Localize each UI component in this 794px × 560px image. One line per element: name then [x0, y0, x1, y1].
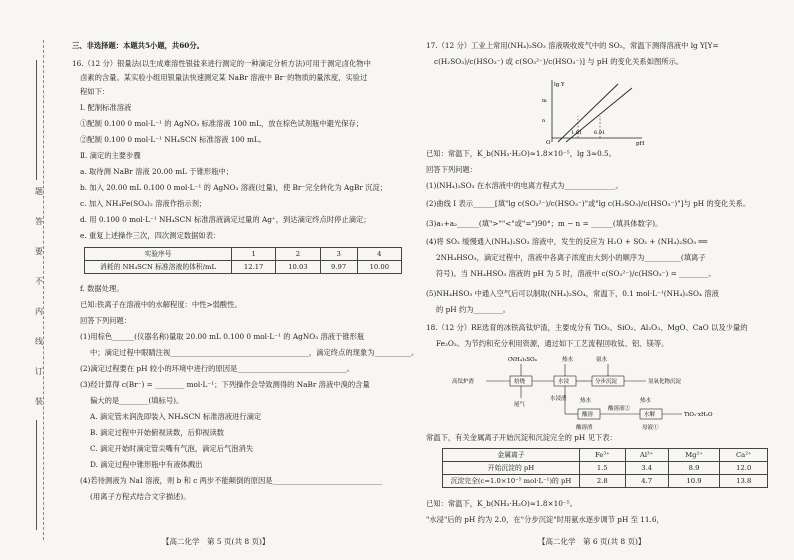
- table-row: [443, 449, 768, 462]
- metal-ion-table: [442, 448, 768, 488]
- table-cell: 1.5: [580, 462, 626, 475]
- q17-text: 已知：常温下，K_b(NH₃·H₂O)≈1.8×10⁻⁵，lg 3≈0.5。: [426, 149, 616, 158]
- table-cell: 消耗的 NH₄SCN 标准溶液的体积/mL: [85, 261, 232, 274]
- q16-heading: Ⅰ. 配制标准溶液: [80, 103, 132, 112]
- q16-step: e. 重复上述操作三次，四次测定数据如表：: [80, 231, 221, 240]
- q16-step: c. 加入 NH₄Fe(SO₄)₂ 溶液作指示剂；: [80, 199, 207, 208]
- table-intro: 常温下，有关金属离子开始沉淀和沉淀完全的 pH 见下表：: [426, 433, 617, 442]
- lgY-pH-graph: [538, 76, 648, 146]
- margin-char: 不: [35, 277, 43, 286]
- table-cell: 13.8: [720, 475, 768, 488]
- table-cell: 10.00: [357, 261, 401, 274]
- table-cell: 开始沉淀的 pH: [443, 462, 580, 475]
- table-cell: 12.0: [720, 462, 768, 475]
- flow-start: 高钛炉渣: [452, 379, 475, 385]
- page-6: [420, 0, 790, 560]
- q18-text: Fe₂O₃。为节约和充分利用资源，通过如下工艺流程回收钛、铝、镁等。: [436, 339, 669, 348]
- q16-text: 卤素的含量。某实验小组用银量法快速测定某 NaBr 溶液中 Br⁻的物质的量浓度，实验过: [80, 73, 368, 82]
- flow-output: 尾气: [514, 402, 526, 408]
- curve-1: [558, 84, 618, 142]
- page-5: [62, 0, 419, 560]
- table-cell: 沉淀完全(c=1.0×10⁻⁵ mol·L⁻¹)的 pH: [443, 475, 580, 488]
- flow-input: 热水: [580, 398, 592, 404]
- table-cell: 10.03: [276, 261, 320, 274]
- table-cell: 实验序号: [85, 248, 232, 261]
- option-b: B. 滴定过程中开始俯视读数，后仰视读数: [90, 428, 225, 437]
- margin-char: 线: [35, 337, 43, 346]
- q16-step: d. 用 0.100 0 mol·L⁻¹ NH₄SCN 标准溶液滴定过量的 Ag⁺，到达滴定终点时停止滴定；: [80, 215, 371, 224]
- q16-step: a. 取待测 NaBr 溶液 20.00 mL 于锥形瓶中；: [80, 167, 234, 176]
- q16-text: 回答下列问题：: [80, 316, 132, 325]
- table-cell: 3.4: [625, 462, 668, 475]
- table-cell: 2.8: [580, 475, 626, 488]
- q18-text: 已知：常温下，K_b(NH₃·H₂O)≈1.8×10⁻⁵。: [426, 499, 577, 508]
- q17-question: (2)曲线 Ⅰ 表示______[填"lg c(SO₃²⁻)/c(HSO₃⁻)"或"lg c(H₂SO₃)/c(HSO₃⁻)"]与 pH 的变化关系。: [426, 199, 751, 208]
- q16-question: (3)经计算得 c(Br⁻) = ________ mol·L⁻¹；下列操作会导致测得的 NaBr 溶液中溴的含量: [80, 380, 370, 389]
- mark-label: n: [542, 118, 546, 124]
- table-row: [85, 248, 402, 261]
- margin-char: 装: [35, 397, 43, 406]
- q17-text: c(H₂SO₃)/c(HSO₃⁻) 或 c(SO₃²⁻)/c(HSO₃⁻)] 与 pH 的变化关系如图所示。: [434, 57, 684, 66]
- q16-text: 程如下：: [80, 87, 110, 96]
- flow-input: (NH₄)₂SO₄: [508, 357, 537, 363]
- section-title: 三、非选择题：本题共5小题，共60分。: [72, 41, 204, 50]
- x-label: pH: [636, 141, 645, 146]
- margin-rule-bottom: [36, 420, 37, 530]
- flow-input: 热水: [640, 398, 652, 404]
- q16-text: ②配制 0.100 0 mol·L⁻¹ NH₄SCN 标准溶液 100 mL。: [80, 135, 267, 144]
- flow-step: 焙烧: [514, 379, 526, 385]
- flow-step: 分步沉淀: [595, 379, 618, 385]
- table-row: [85, 261, 402, 274]
- q16-question: 偏大的是________(填标号)。: [90, 396, 184, 405]
- q16-question: (2)滴定过程要在 pH 较小的环境中进行的原因是______________________________。: [80, 364, 355, 373]
- q16-step: b. 加入 20.00 mL 0.100 0 mol·L⁻¹ 的 AgNO₃ 溶液(过量)，使 Br⁻完全转化为 AgBr 沉淀；: [80, 183, 388, 192]
- flow-output: TiO₂·xH₂O: [684, 412, 713, 418]
- q17-question: (3)a₁+a₂______(填">""<"或"=")90°；m − n = ______(填具体数字)。: [426, 219, 663, 228]
- margin-char: 答: [35, 217, 43, 226]
- flow-output: 酸溶液②: [608, 406, 631, 412]
- q16-heading: Ⅱ. 滴定的主要步骤: [80, 151, 141, 160]
- table-cell: 4.7: [625, 475, 668, 488]
- q17-text: 回答下列问题：: [426, 165, 478, 174]
- flow-step: 水解: [644, 412, 656, 418]
- q16-question: (4)若待测液为 NaI 溶液，则 b 和 c 两步不能颠倒的原因是______________________________: [80, 476, 383, 485]
- process-flow: [450, 352, 770, 432]
- table-cell: Mg²⁺: [668, 449, 720, 462]
- page-footer: 【高二化学 第 5 页(共 8 页)】: [162, 537, 270, 546]
- q16-text: 已知:铁离子在溶液中的水解程度：中性>弱酸性。: [80, 300, 242, 309]
- table-cell: 8.9: [668, 462, 720, 475]
- q16-question: 中；滴定过程中眼睛注视______________________________________，滴定终点的现象为__________。: [90, 348, 419, 357]
- q16-question: (用离子方程式结合文字描述)。: [90, 492, 191, 501]
- flow-output: 水浸渣: [550, 396, 567, 402]
- option-a: A. 滴定管未润洗即装入 NH₄SCN 标准溶液进行滴定: [90, 412, 262, 421]
- table-cell: Ca²⁺: [720, 449, 768, 462]
- q16-text: 16.（12 分）银量法(以生成难溶性银盐来进行测定的一种滴定分析方法)可用于测定卤化物中: [72, 59, 371, 68]
- q16-step: f. 数据处理。: [80, 284, 124, 293]
- q18-text: 18.（12 分）RE选育的冰铁高钛炉渣，主要成分有 TiO₂、SiO₂、Al₂O₃、MgO、CaO 以及少量的: [426, 323, 748, 332]
- table-row: [443, 462, 768, 475]
- tick-label: 6.91: [594, 130, 606, 136]
- q17-question: (4)将 SO₂ 缓慢通入(NH₄)₂SO₃ 溶液中，发生的反应为 H₂O + SO₂ + (NH₄)₂SO₃ ══: [426, 237, 708, 246]
- margin-char: 内: [35, 307, 43, 316]
- flow-step: 水浸: [558, 379, 570, 385]
- binding-margin: [0, 0, 58, 560]
- y-label: lg Y: [554, 82, 565, 88]
- table-cell: Fe³⁺: [580, 449, 626, 462]
- q18-text: "水浸"后的 pH 约为 2.0，在"分步沉淀"时用氨水逐步调节 pH 至 11.6，: [426, 515, 664, 524]
- table-cell: 9.97: [320, 261, 357, 274]
- table-cell: 2: [276, 248, 320, 261]
- table-row: [443, 475, 768, 488]
- page-footer: 【高二化学 第 6 页(共 8 页)】: [538, 537, 646, 546]
- margin-rule-top: [36, 60, 37, 180]
- flow-output: 酸溶渣: [576, 425, 593, 431]
- table-cell: 金属离子: [443, 449, 580, 462]
- q16-text: ①配制 0.100 0 mol·L⁻¹ 的 AgNO₃ 标准溶液 100 mL，放在棕色试剂瓶中避光保存；: [80, 119, 364, 128]
- q17-question: (1)(NH₄)₂SO₃ 在水溶液中的电离方程式为______________。: [426, 181, 623, 190]
- table-cell: 4: [357, 248, 401, 261]
- flow-input: 热水: [562, 357, 574, 363]
- table-cell: 3: [320, 248, 357, 261]
- flow-input: 氨水: [596, 357, 608, 363]
- table-cell: Al³⁺: [625, 449, 668, 462]
- table-cell: 1: [232, 248, 276, 261]
- margin-char: 订: [35, 367, 43, 376]
- origin-label: O: [546, 140, 551, 146]
- flow-step: 酸溶: [582, 412, 594, 418]
- option-d: D. 滴定过程中锥形瓶中有液体溅出: [90, 460, 203, 469]
- tick-label: 1.81: [571, 130, 583, 136]
- q16-question: (1)用棕色______(仪器名称)量取 20.00 mL 0.100 0 mol·L⁻¹ 的 AgNO₃ 溶液于锥形瓶: [80, 332, 365, 341]
- flow-output: 母液①: [642, 425, 659, 431]
- titration-table: [84, 247, 402, 274]
- q17-text: 17.（12 分）工业上常用(NH₄)₂SO₃ 溶液吸收废气中的 SO₂，常温下测得溶液中 lg Y[Y=: [426, 41, 719, 50]
- table-cell: 12.17: [232, 261, 276, 274]
- q17-question: 符号)。当 NH₄HSO₃ 溶液的 pH 为 5 时，溶液中 c(SO₃²⁻)/c(HSO₃⁻) = ________。: [436, 269, 716, 278]
- q17-question: 2NH₄HSO₃，滴定过程中，溶液中各离子浓度由大到小的顺序为__________(填离子: [436, 253, 706, 262]
- option-c: C. 滴定开始时滴定管尖嘴有气泡，滴定后气泡消失: [90, 444, 254, 453]
- table-cell: 10.9: [668, 475, 720, 488]
- margin-char: 题: [35, 187, 43, 196]
- cut-line: [43, 40, 44, 540]
- q17-question: (5)NH₄HSO₃ 中通入空气后可以制取(NH₄)₂SO₄，常温下，0.1 mol·L⁻¹(NH₄)₂SO₄ 溶液: [426, 289, 719, 298]
- margin-char: 要: [35, 247, 43, 256]
- mark-label: m: [542, 98, 547, 104]
- q17-question: 的 pH 约为________。: [436, 305, 511, 314]
- flow-output: 氢氧化物沉淀: [648, 379, 682, 385]
